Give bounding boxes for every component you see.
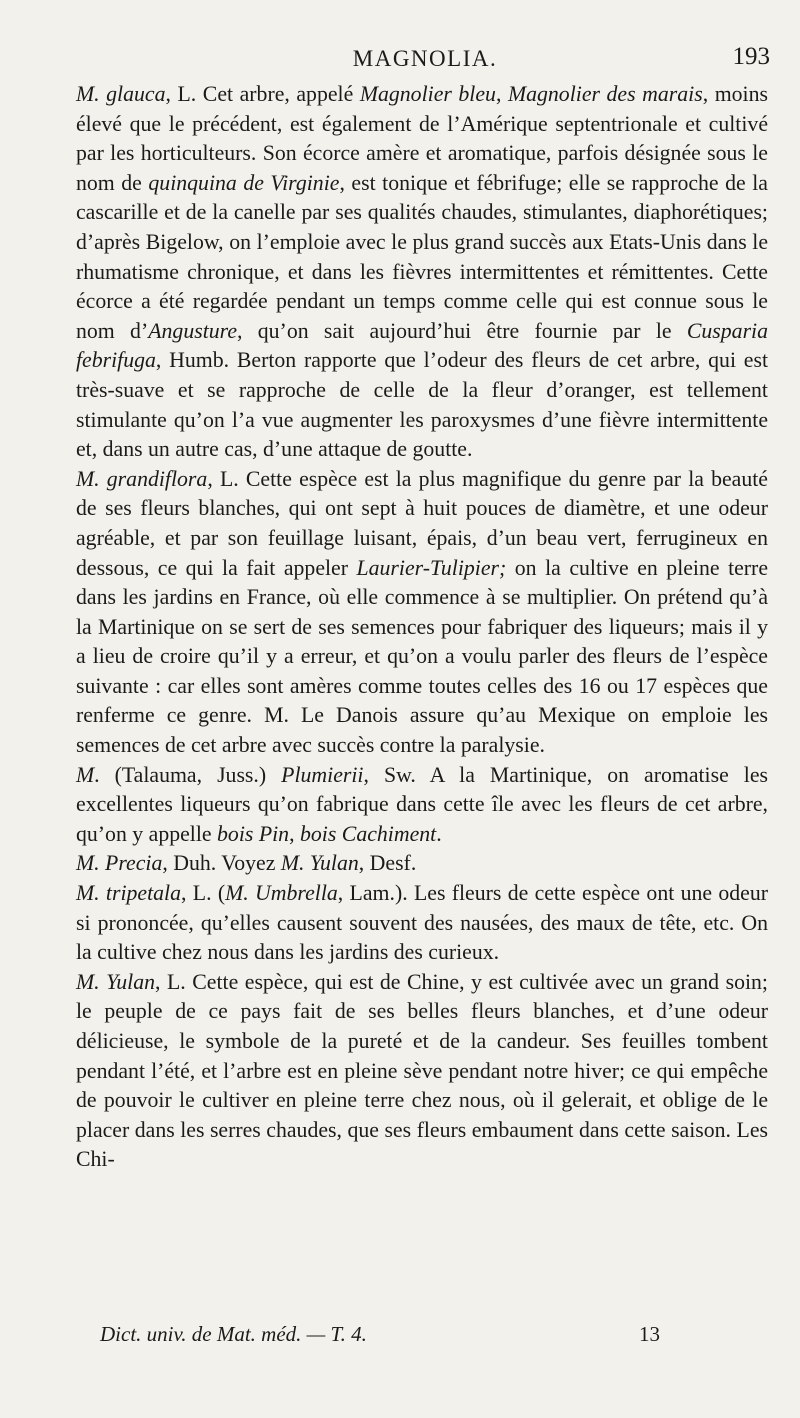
italic-text: bois Cachiment — [300, 821, 437, 846]
running-head — [80, 43, 770, 76]
paragraph — [76, 968, 768, 1175]
paragraph — [76, 465, 768, 761]
text-run: , — [289, 821, 300, 846]
italic-text: M. grandiflora — [76, 466, 208, 491]
italic-text: Laurier-Tulipier; — [356, 555, 507, 580]
text-run: on la cultive en pleine terre dans les jardins en France, où elle commence à se multiplier. On prétend qu’à la Martinique on se sert de ses semences pour fabriquer des liqueurs; mais il y a lieu de croire qu’il y a erreur, et qu’on a voulu parler des fleurs de l’espèce suivante : car elles sont amères comme toutes celles des 16 ou 17 espèces que renferme ce genre. M. Le Danois assure qu’au Mexique on emploie les semences de cet arbre avec succès contre la paralysie. — [76, 555, 768, 758]
printer-signature: Dict. univ. de Mat. méd. — T. 4. — [100, 1322, 367, 1346]
paragraph — [76, 761, 768, 850]
page-number: 193 — [732, 43, 770, 70]
text-run: , L. Cet arbre, appelé — [165, 82, 360, 106]
text-run: . (Talauma, Juss.) — [94, 762, 282, 787]
paragraph — [76, 849, 768, 879]
italic-text: M. Umbrella — [225, 881, 338, 906]
text-run: , est tonique et fébrifuge; elle se rapproche de la cascarille et de la canelle par ses qualités chaudes, stimulantes, diaphorétiques; d’après Bigelow, on l’emploie avec le plus grand succès aux Etats-Unis dans le rhumatisme chronique, et dans les fièvres intermittentes et rémittentes. Cette écorce a été regardée pendant un temps comme celle qui est connue sous le nom d’ — [76, 170, 768, 343]
text-run: , Humb. Berton rapporte que l’odeur des fleurs de cet arbre, qui est très-suave et se rapproche de celle de la fleur d’oranger, est tellement stimulante qu’on l’a vue augmenter les paroxysmes d’une fièvre intermittente et, dans un autre cas, d’une attaque de goutte. — [76, 348, 768, 462]
text-run: , Lam.). Les fleurs de cette espèce ont une odeur si prononcée, qu’elles causent souvent des nausées, des maux de tête, etc. On la cultive chez nous dans les jardins des curieux. — [76, 881, 769, 965]
text-run: , moins élevé que le précédent, est également de l’Amérique septentrionale et cultivé par les horticulteurs. Son écorce amère et aromatique, parfois désignée sous le nom de — [76, 82, 768, 195]
italic-text: Plumierii — [281, 762, 364, 787]
italic-text: Magnolier bleu — [359, 82, 496, 106]
paragraph — [76, 80, 768, 465]
paragraph — [76, 879, 768, 968]
italic-text: M. Yulan — [76, 969, 155, 994]
italic-text: M. glauca — [76, 82, 166, 106]
italic-text: M. tripetala — [76, 881, 181, 906]
text-run: , Sw. A la Martinique, on aromatise les excellentes liqueurs qu’on fabrique dans cette île avec les fleurs de cet arbre, qu’on y appelle — [76, 762, 768, 846]
italic-text: Cusparia febrifuga — [76, 318, 769, 373]
text-run: , Duh. Voyez — [162, 851, 281, 876]
italic-text: Magnolier des marais — [507, 82, 703, 106]
italic-text: M — [76, 762, 95, 787]
text-run: , Desf. — [358, 851, 417, 876]
italic-text: M. Precia — [76, 851, 163, 876]
text-run: . — [436, 821, 442, 846]
text-run: , L. Cette espèce est la plus magnifique du genre par la beauté de ses fleurs blanches, qui ont sept à huit pouces de diamètre, et une odeur agréable, et par son feuillage luisant, épais, d’un beau vert, ferrugineux en dessous, ce qui la fait appeler — [76, 466, 768, 580]
text-run: , — [495, 82, 508, 106]
page-title: MAGNOLIA. — [352, 46, 498, 71]
italic-text: M. Yulan — [280, 851, 359, 876]
body-text — [76, 80, 768, 1175]
sheet-number: 13 — [639, 1322, 660, 1346]
italic-text: bois Pin — [217, 821, 290, 846]
page-footer — [100, 1322, 660, 1352]
italic-text: Angusture — [148, 318, 238, 343]
text-run: , L. ( — [181, 881, 226, 906]
text-run: , qu’on sait aujourd’hui être fournie par le — [237, 318, 687, 343]
text-run: , L. Cette espèce, qui est de Chine, y est cultivée avec un grand soin; le peuple de ce pays fait de ses belles fleurs blanches, et d’une odeur délicieuse, le symbole de la pureté et de la candeur. Ses feuilles tombent pendant l’été, et l’arbre est en pleine sève pendant notre hiver; ce qui empêche de pouvoir le cultiver en pleine terre chez nous, où il gelerait, et oblige de le placer dans les serres chaudes, que ses fleurs embaument dans cette saison. Les Chi- — [76, 969, 768, 1172]
italic-text: quinquina de Virginie — [148, 170, 340, 195]
